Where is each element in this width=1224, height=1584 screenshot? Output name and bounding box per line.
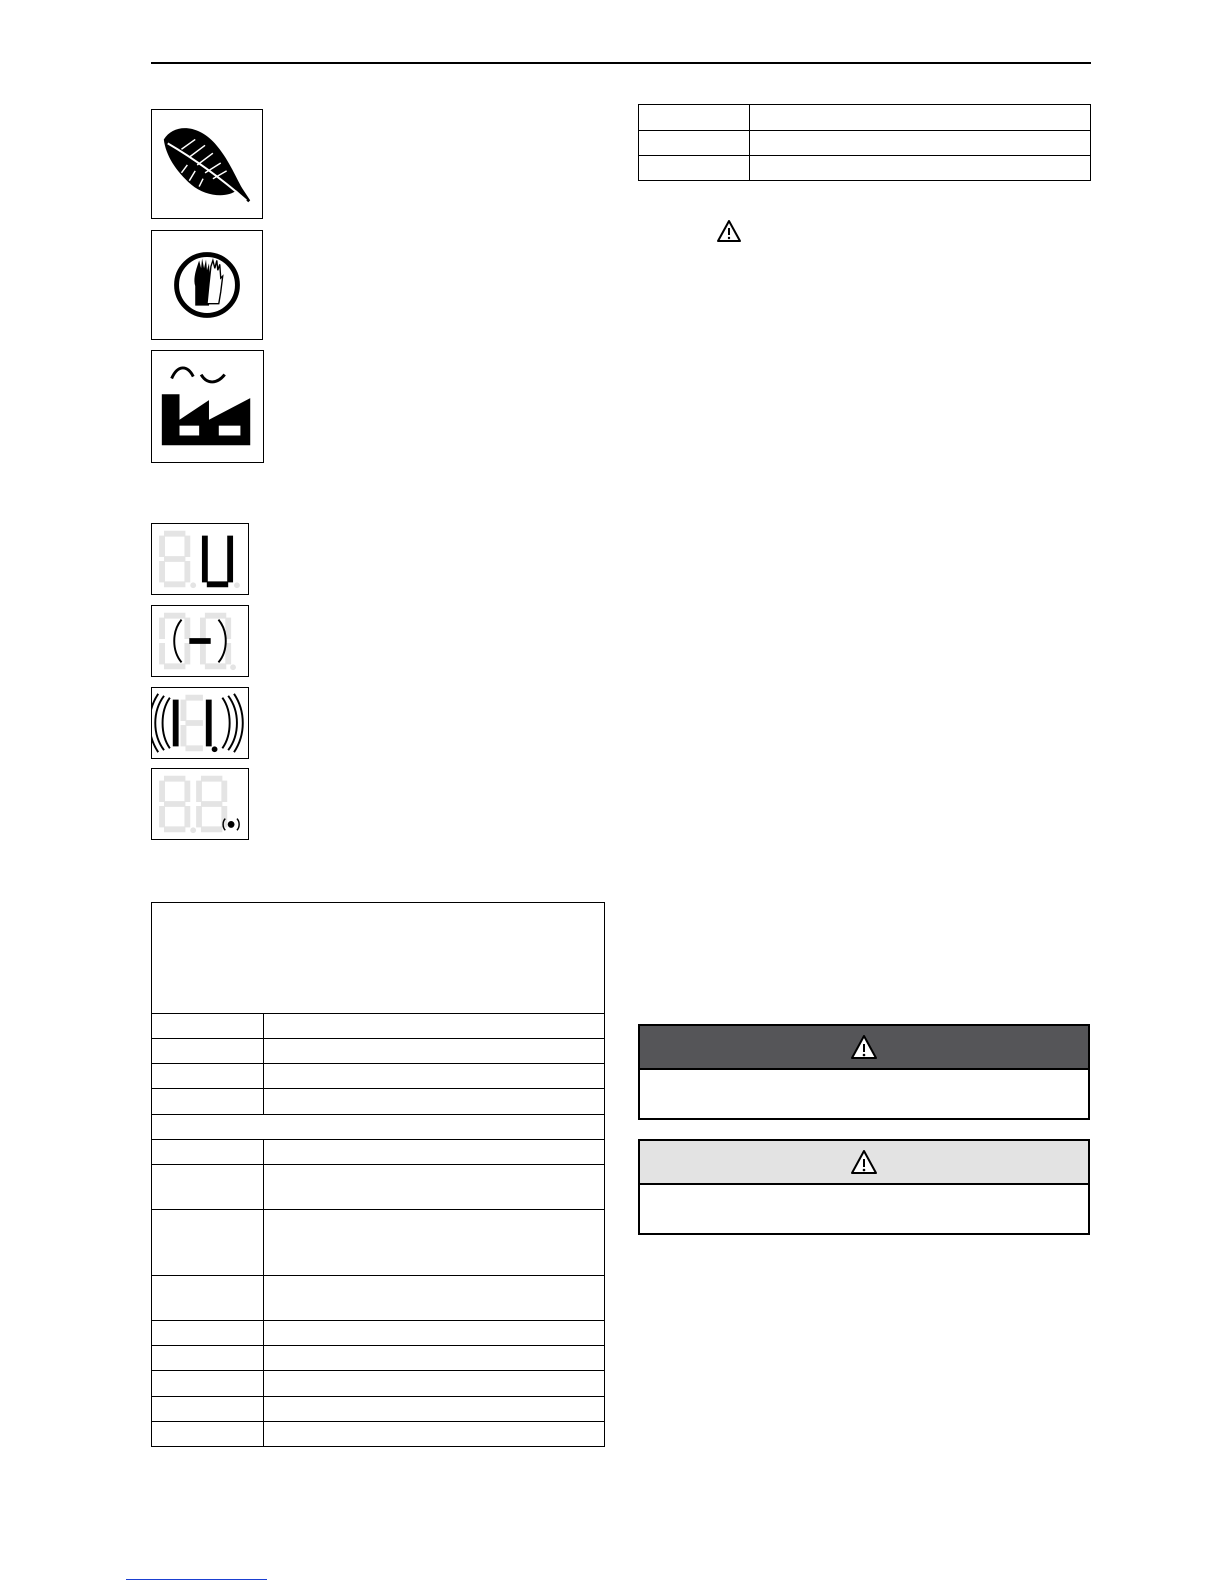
- display-1-1-strong-signal-icon: [151, 687, 249, 759]
- table-cell: [264, 1346, 605, 1371]
- table-cell: [639, 131, 750, 156]
- table-header-row: [152, 903, 605, 1014]
- display-88-radio-icon: [151, 768, 249, 840]
- table-row: [152, 1014, 605, 1039]
- table-row: [152, 1422, 605, 1447]
- warning-header: [640, 1141, 1088, 1185]
- table-cell: [152, 1064, 264, 1089]
- table-header: [152, 903, 605, 1014]
- table-cell: [152, 1276, 264, 1321]
- table-cell: [264, 1210, 605, 1276]
- warning-text: [640, 1070, 1088, 1086]
- warning-text: [640, 1185, 1088, 1201]
- table-cell: [264, 1165, 605, 1210]
- feather-icon: [151, 109, 263, 219]
- table-row: [152, 1165, 605, 1210]
- warning-triangle-icon: [716, 219, 742, 243]
- warning-triangle-icon: [849, 1148, 879, 1176]
- footer-link-underline: [126, 1579, 267, 1580]
- table-cell: [264, 1014, 605, 1039]
- specifications-table: [151, 902, 605, 1447]
- table-cell: [264, 1276, 605, 1321]
- table-cell: [639, 105, 750, 131]
- table-cell: [152, 1321, 264, 1346]
- table-cell: [264, 1039, 605, 1064]
- table-cell: [152, 1039, 264, 1064]
- table-row: [152, 1371, 605, 1397]
- table-cell: [750, 156, 1091, 181]
- display-dash-signal-icon: [151, 605, 249, 677]
- table-row: [152, 1089, 605, 1115]
- table-row: [152, 1064, 605, 1089]
- table-cell: [152, 1089, 264, 1115]
- table-row: [152, 1321, 605, 1346]
- table-row: [152, 1346, 605, 1371]
- warning-triangle-icon: [849, 1033, 879, 1061]
- table-row: [639, 131, 1091, 156]
- table-cell: [264, 1397, 605, 1422]
- right-table: [638, 104, 1091, 181]
- warning-header: [640, 1026, 1088, 1070]
- factory-environment-icon: [151, 350, 264, 463]
- table-cell: [152, 1210, 264, 1276]
- table-cell: [264, 1064, 605, 1089]
- warning-box-dark: [638, 1024, 1090, 1120]
- table-row: [639, 105, 1091, 131]
- table-cell: [152, 1397, 264, 1422]
- table-cell: [264, 1422, 605, 1447]
- display-u-icon: [151, 523, 249, 595]
- table-row: [152, 1210, 605, 1276]
- table-row: [152, 1397, 605, 1422]
- table-row: [639, 156, 1091, 181]
- table-cell: [264, 1140, 605, 1165]
- table-row: [152, 1140, 605, 1165]
- table-cell: [264, 1371, 605, 1397]
- header-rule: [151, 62, 1091, 64]
- table-cell: [639, 156, 750, 181]
- table-cell: [264, 1321, 605, 1346]
- table-subheader: [152, 1115, 605, 1140]
- table-row: [152, 1276, 605, 1321]
- table-cell: [152, 1140, 264, 1165]
- wear-gloves-icon: [151, 230, 263, 340]
- table-cell: [152, 1346, 264, 1371]
- table-cell: [264, 1089, 605, 1115]
- table-cell: [152, 1014, 264, 1039]
- table-cell: [152, 1422, 264, 1447]
- footer-link[interactable]: [126, 1566, 267, 1580]
- table-subheader-row: [152, 1115, 605, 1140]
- warning-box-light: [638, 1139, 1090, 1235]
- table-cell: [750, 105, 1091, 131]
- table-cell: [152, 1165, 264, 1210]
- table-row: [152, 1039, 605, 1064]
- table-cell: [750, 131, 1091, 156]
- table-cell: [152, 1371, 264, 1397]
